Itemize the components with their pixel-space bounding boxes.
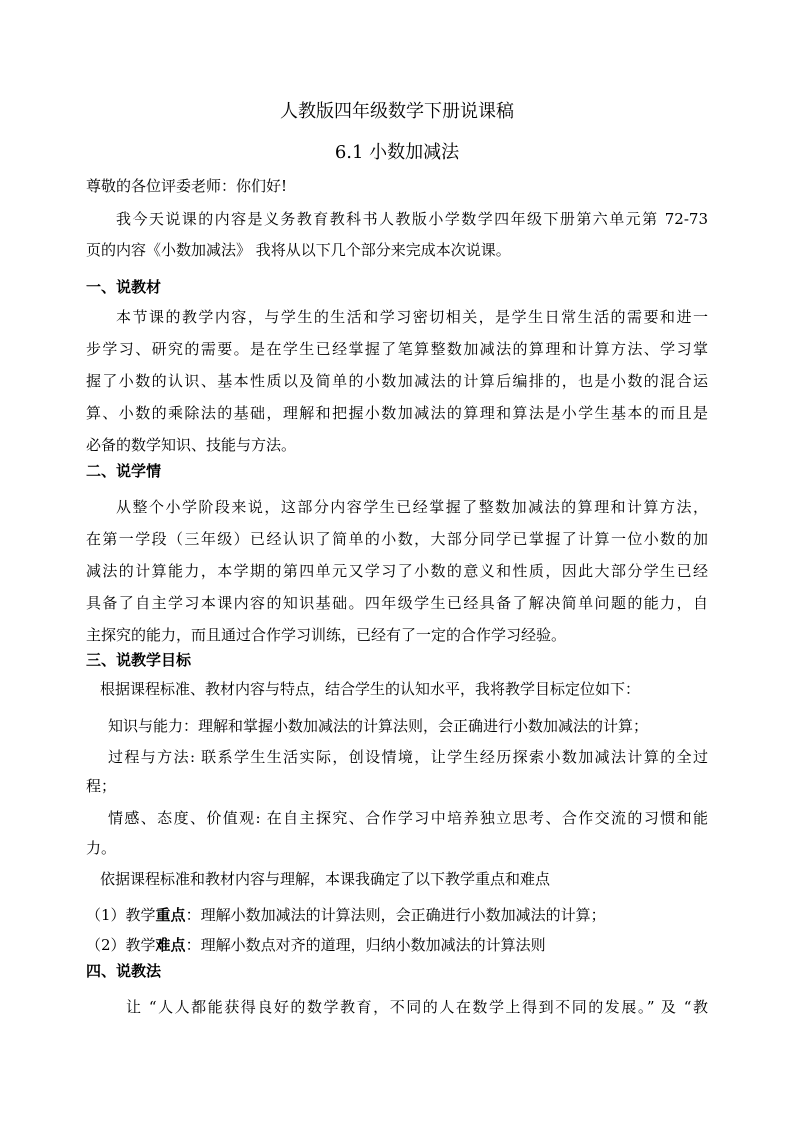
students-line-1: 从整个小学阶段来说，这部分内容学生已经掌握了整数加减法的算理和计算方法， (116, 498, 708, 516)
section-heading-objectives: 三、说教学目标 (86, 651, 192, 669)
students-line-2: 在第一学段（三年级）已经认识了简单的小数，大部分同学已掌握了计算一位小数的加 (86, 530, 708, 548)
difficult-point-label: 难点 (155, 936, 186, 954)
objective-process: 过程与方法: 联系学生生活实际，创设情境，让学生经历探索小数加减法计算的全过 (108, 748, 708, 766)
objective-process-end: 程； (86, 777, 117, 795)
key-point-prefix: （1）教学 (86, 906, 156, 924)
textbook-line-5: 必备的数学知识、技能与方法。 (86, 436, 297, 454)
greeting: 尊敬的各位评委老师：你们好! (86, 177, 288, 195)
objective-knowledge: 知识与能力：理解和掌握小数加减法的计算法则，会正确进行小数加减法的计算； (108, 717, 649, 735)
objective-emotion: 情感、态度、价值观: 在自主探究、合作学习中培养独立思考、合作交流的习惯和能 (108, 809, 708, 827)
difficult-point-text: ：理解小数点对齐的道理，归纳小数加减法的计算法则 (185, 936, 546, 954)
students-line-4: 具备了自主学习本课内容的知识基础。四年级学生已经具备了解决简单问题的能力，自 (86, 594, 708, 612)
document-title: 人教版四年级数学下册说课稿 (280, 101, 514, 122)
difficult-point-prefix: （2）教学 (86, 936, 156, 954)
students-line-5: 主探究的能力，而且通过合作学习训练，已经有了一定的合作学习经验。 (86, 626, 567, 644)
objective-emotion-end: 力。 (86, 839, 117, 857)
methods-line-1: 让 “人人都能获得良好的数学教育，不同的人在数学上得到不同的发展。” 及 “教 (126, 998, 708, 1016)
section-heading-textbook: 一、说教材 (86, 278, 162, 296)
textbook-line-1: 本节课的教学内容，与学生的生活和学习密切相关，是学生日常生活的需要和进一 (116, 308, 708, 326)
document-subtitle: 6.1 小数加减法 (334, 142, 460, 163)
section-heading-methods: 四、说教法 (86, 962, 162, 980)
key-points-intro: 依据课程标准和教材内容与理解，本课我确定了以下教学重点和难点 (100, 870, 551, 888)
textbook-line-3: 握了小数的认识、基本性质以及简单的小数加减法的计算后编排的，也是小数的混合运 (86, 372, 708, 390)
textbook-line-4: 算、小数的乘除法的基础，理解和把握小数加减法的算理和算法是小学生基本的而且是 (86, 404, 708, 422)
intro-line-2: 页的内容《小数加减法》 我将从以下几个部分来完成本次说课。 (86, 241, 511, 259)
difficult-point-line (86, 935, 546, 955)
key-point-text: ：理解小数加减法的计算法则，会正确进行小数加减法的计算； (185, 906, 606, 924)
key-point-line (86, 905, 606, 925)
students-line-3: 减法的计算能力，本学期的第四单元又学习了小数的意义和性质，因此大部分学生已经 (86, 562, 708, 580)
section-heading-students: 二、说学情 (86, 462, 162, 480)
key-point-label: 重点 (155, 906, 186, 924)
textbook-line-2: 步学习、研究的需要。是在学生已经掌握了笔算整数加减法的算理和计算方法、学习掌 (86, 340, 708, 358)
objectives-intro: 根据课程标准、教材内容与特点，结合学生的认知水平，我将教学目标定位如下： (100, 680, 641, 698)
intro-line-1: 我今天说课的内容是义务教育教科书人教版小学数学四年级下册第六单元第 72-73 (116, 210, 708, 228)
